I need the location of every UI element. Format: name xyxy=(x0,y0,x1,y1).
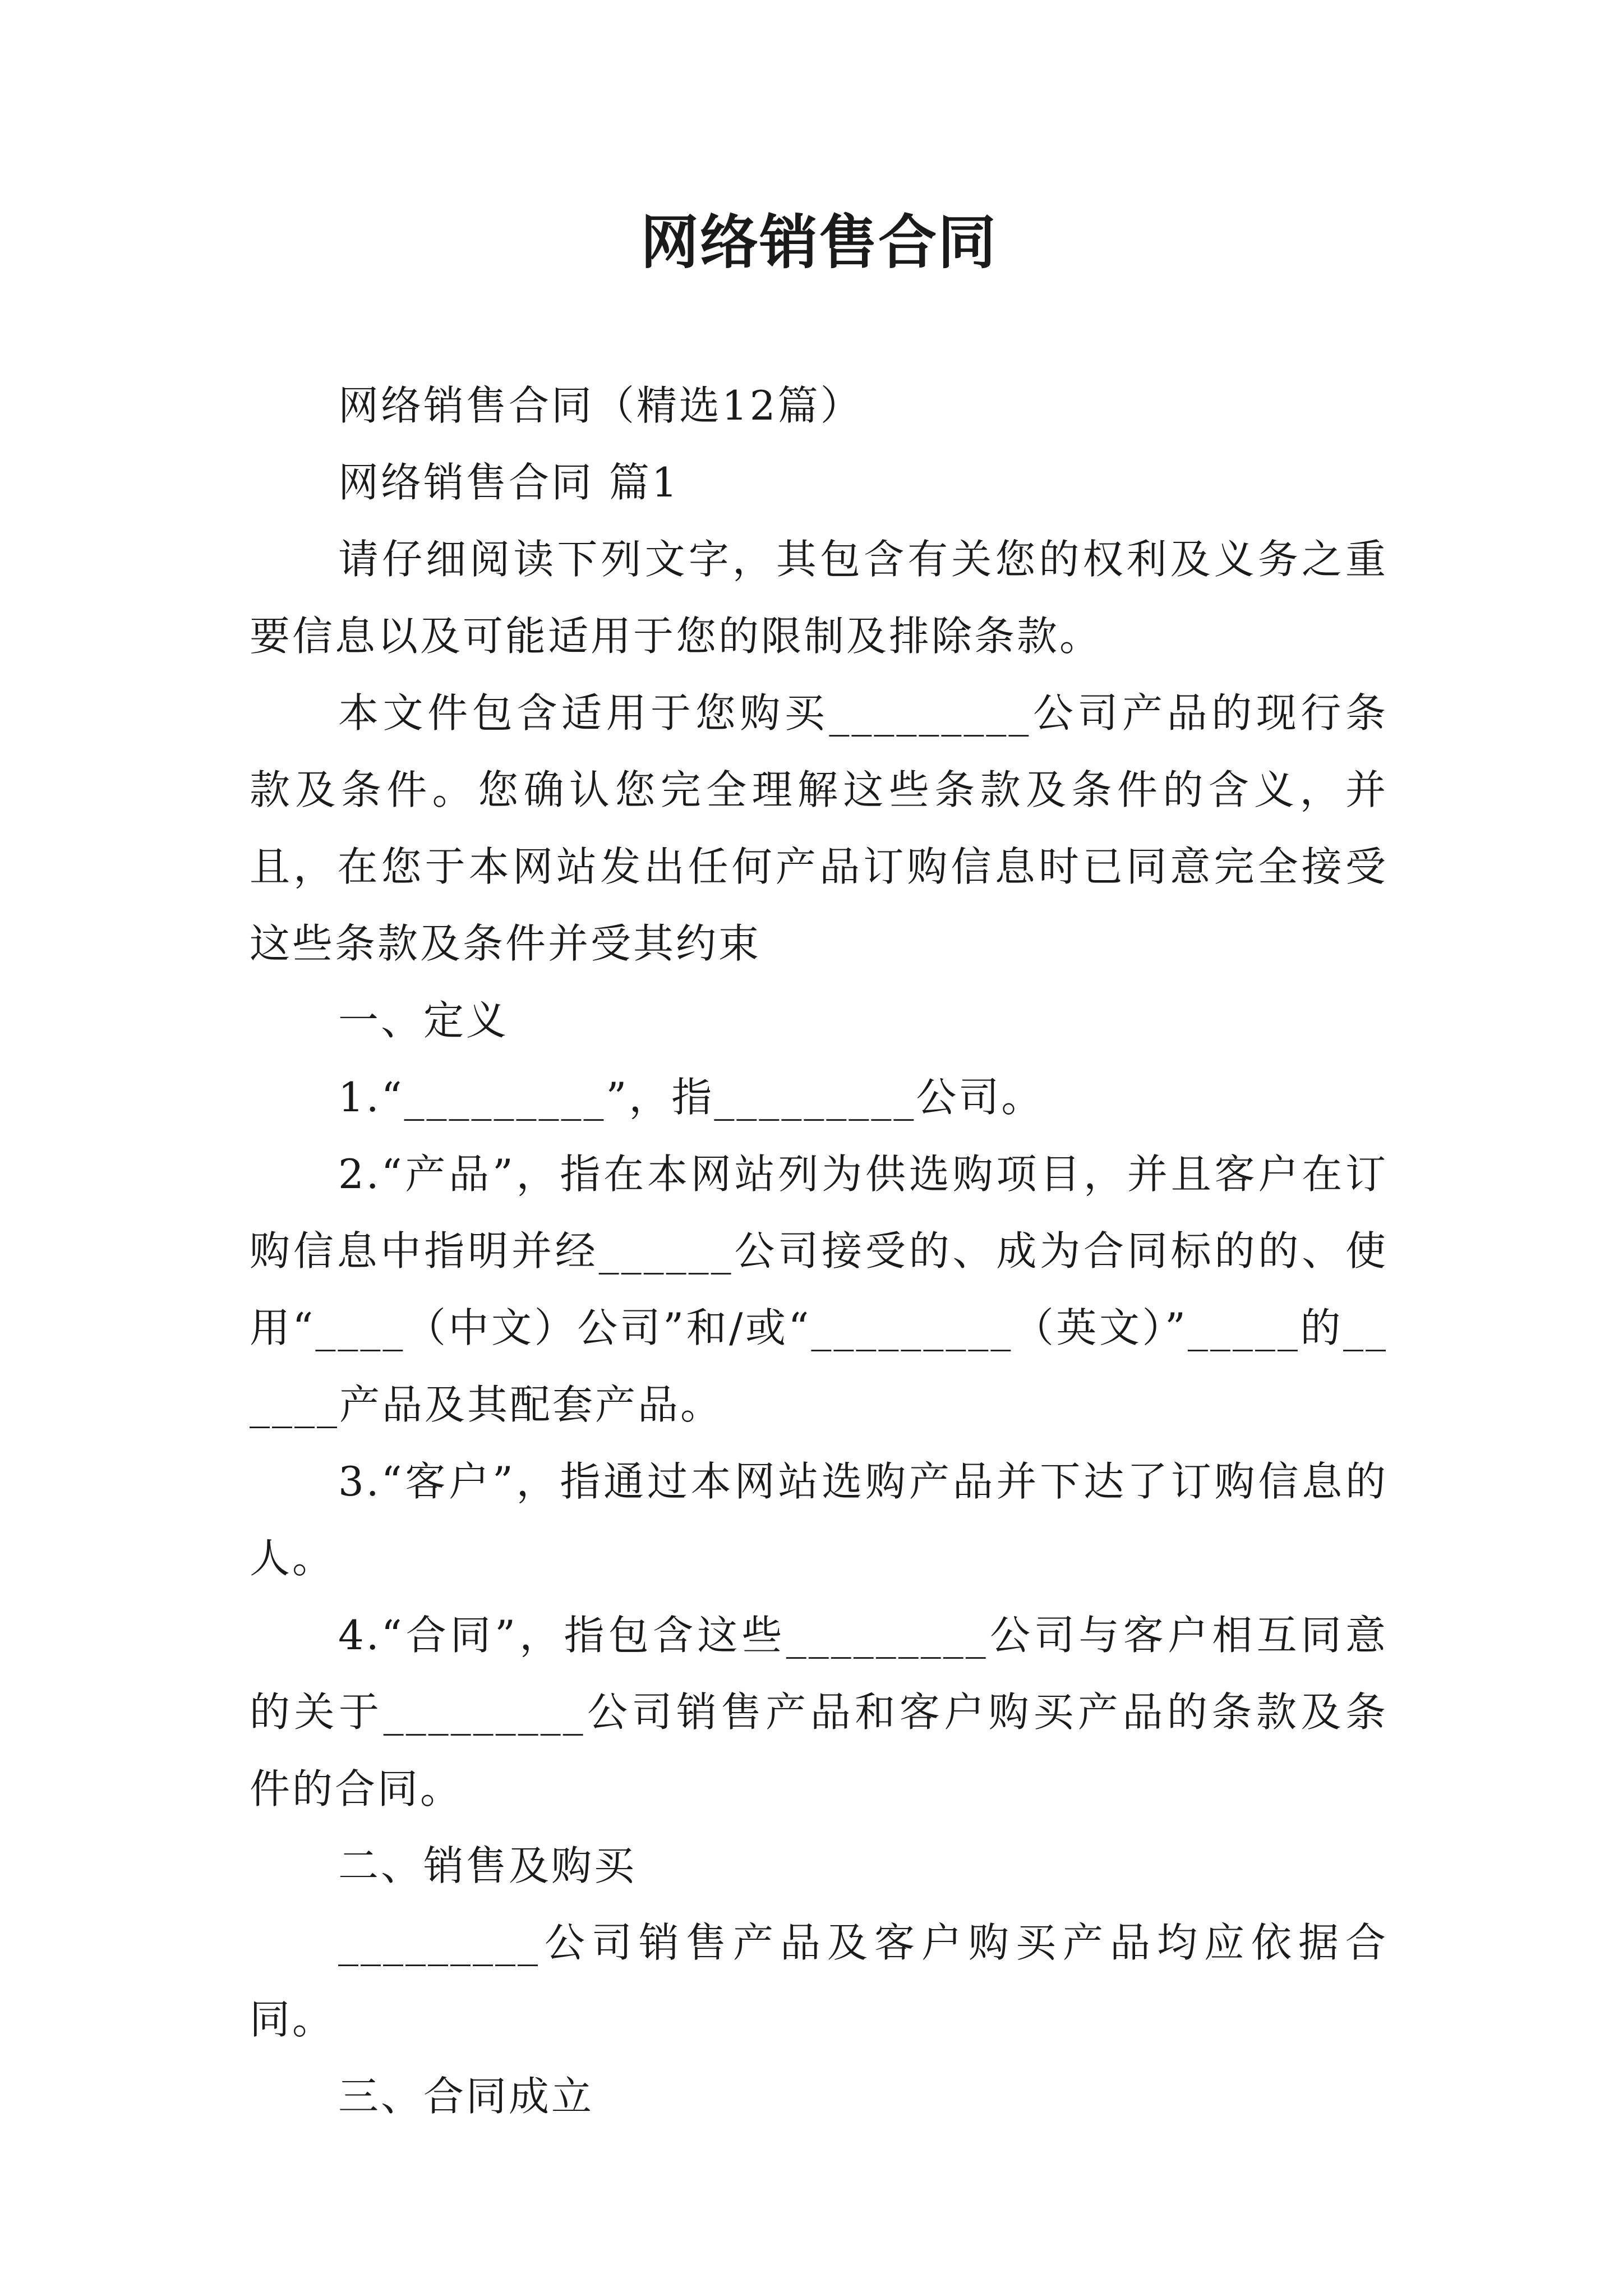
heading-contract-formation: 三、合同成立 xyxy=(338,2073,594,2120)
heading-sale-purchase: 二、销售及购买 xyxy=(338,1842,637,1889)
paragraph-subtitle: 网络销售合同（精选12篇） xyxy=(338,382,863,429)
document-body xyxy=(250,367,1388,2135)
paragraph-notice: 请仔细阅读下列文字，其包含有关您的权利及义务之重要信息以及可能适用于您的限制及排除条款。 xyxy=(250,536,1388,660)
paragraph-terms-scope: 本文件包含适用于您购买_________公司产品的现行条款及条件。您确认您完全理解这些条款及条件的含义，并且，在您于本网站发出任何产品订购信息时已同意完全接受这些条款及条件并受其约束 xyxy=(250,689,1388,967)
definition-item-3: 3.“客户”，指通过本网站选购产品并下达了订购信息的人。 xyxy=(250,1458,1388,1582)
definition-item-2: 2.“产品”，指在本网站列为供选购项目，并且客户在订购信息中指明并经______公司接受的、成为合同标的的、使用“____（中文）公司”和/或“_________（英文）”_____的______产品及其配套产品。 xyxy=(250,1151,1388,1428)
definition-item-4: 4.“合同”，指包含这些_________公司与客户相互同意的关于_________公司销售产品和客户购买产品的条款及条件的合同。 xyxy=(250,1612,1388,1812)
document-page xyxy=(250,0,1388,2296)
definition-item-1: 1.“_________”，指_________公司。 xyxy=(338,1074,1044,1121)
document-title: 网络销售合同 xyxy=(640,208,997,277)
heading-definitions: 一、定义 xyxy=(338,997,509,1044)
paragraph-section-heading: 网络销售合同 篇1 xyxy=(338,459,680,506)
paragraph-sale-purchase: _________公司销售产品及客户购买产品均应依据合同。 xyxy=(250,1919,1388,2043)
